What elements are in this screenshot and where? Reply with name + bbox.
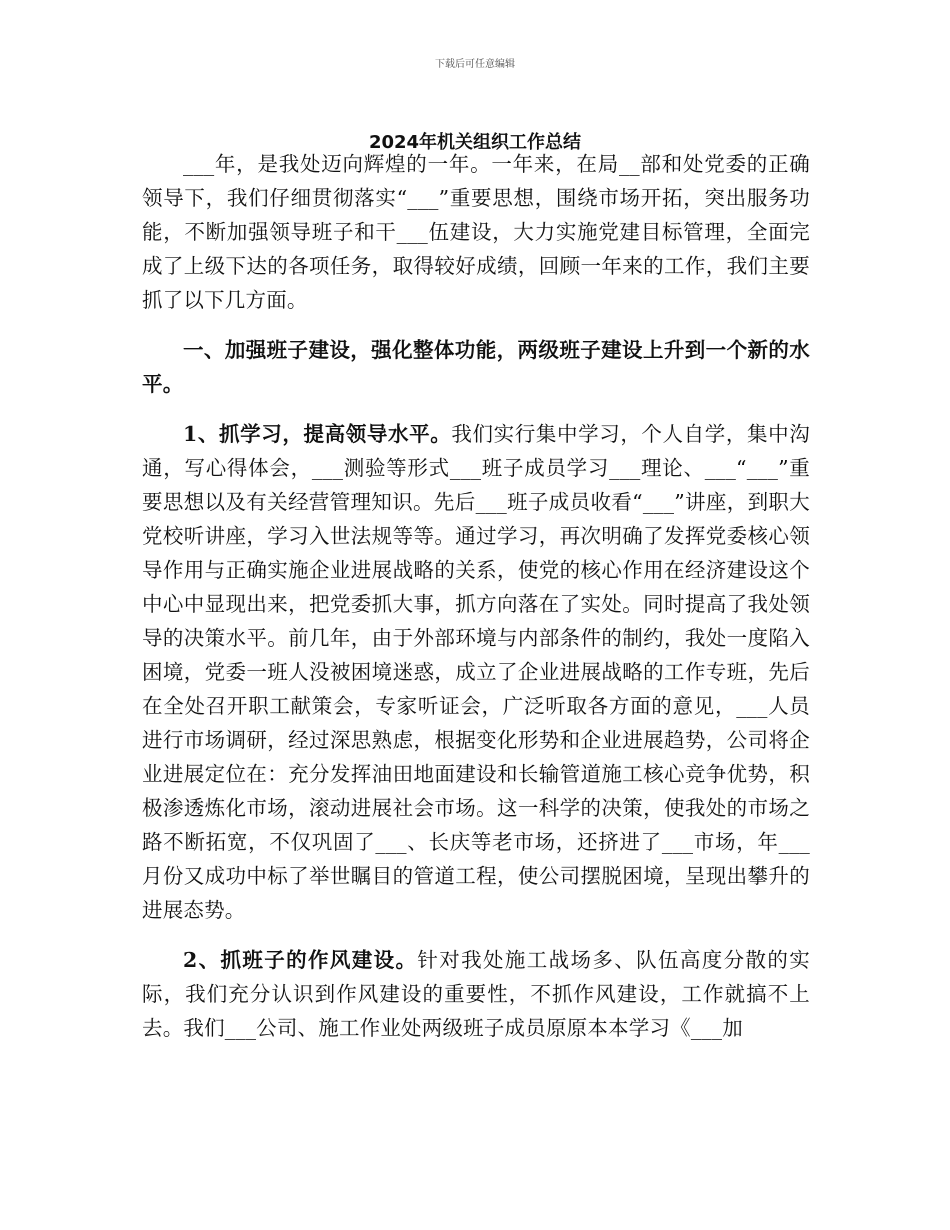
intro-text: ___年，是我处迈向辉煌的一年。一年来，在局__部和处党委的正确领导下，我们仔细贯彻落实“___”重要思想，围绕市场开拓，突出服务功能，不断加强领导班子和干___伍建设，大力实施党建目标管理，全面完成了上级下达的各项任务，取得较好成绩，回顾一年来的工作，我们主要抓了以下几方面。 bbox=[142, 152, 810, 312]
subsection-paragraph-1 bbox=[142, 417, 810, 927]
document-title: 2024年机关组织工作总结 bbox=[368, 132, 582, 153]
section-heading-1 bbox=[142, 333, 810, 401]
subsection-lead-2: 2、抓班子的作风建设。 bbox=[183, 948, 418, 972]
subsection-text-2: 针对我处施工战场多、队伍高度分散的实际，我们充分认识到作风建设的重要性，不抓作风建设，工作就搞不上去。我们___公司、施工作业处两级班子成员原原本本学习《___加 bbox=[142, 948, 810, 1040]
intro-paragraph bbox=[142, 147, 810, 317]
subsection-text-1: 我们实行集中学习，个人自学，集中沟通，写心得体会，___测验等形式___班子成员学习___理论、___“___”重要思想以及有关经营管理知识。先后___班子成员收看“___”讲座，到职大党校听讲座，学习入世法规等等。通过学习，再次明确了发挥党委核心领导作用与正确实施企业进展战略的关系，使党的核心作用在经济建设这个中心中显现出来，把党委抓大事，抓方向落在了实处。同时提高了我处领导的决策水平。前几年，由于外部环境与内部条件的制约，我处一度陷入困境，党委一班人没被困境迷惑，成立了企业进展战略的工作专班，先后在全处召开职工献策会，专家听证会，广泛听取各方面的意见，___人员进行市场调研，经过深思熟虑，根据变化形势和企业进展趋势，公司将企业进展定位在：充分发挥油田地面建设和长输管道施工核心竞争优势，积极渗透炼化市场，滚动进展社会市场。这一科学的决策，使我处的市场之路不断拓宽，不仅巩固了___、长庆等老市场，还挤进了___市场，年___月份又成功中标了举世瞩目的管道工程，使公司摆脱困境，呈现出攀升的进展态势。 bbox=[142, 422, 810, 922]
section-heading-text: 一、加强班子建设，强化整体功能，两级班子建设上升到一个新的水平。 bbox=[142, 338, 810, 396]
document-body bbox=[142, 147, 810, 1045]
page-header-note: 下载后可任意编辑 bbox=[435, 59, 515, 70]
subsection-paragraph-2 bbox=[142, 943, 810, 1045]
subsection-lead-1: 1、抓学习，提高领导水平。 bbox=[183, 422, 452, 446]
